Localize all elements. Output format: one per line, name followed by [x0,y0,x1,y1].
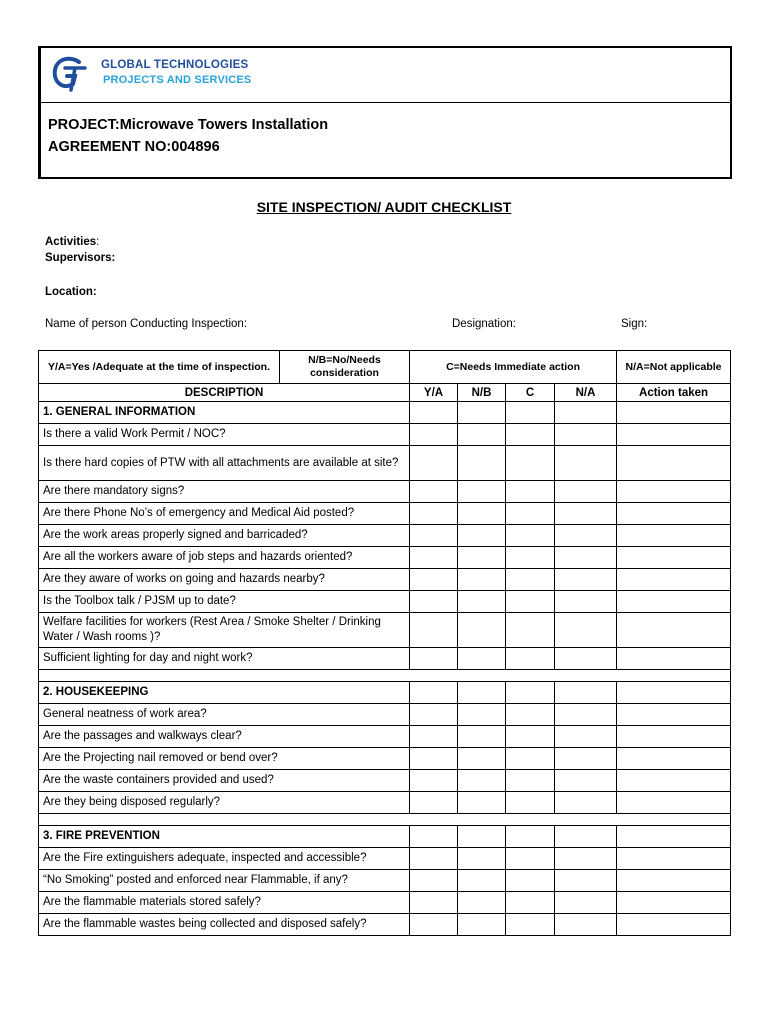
c-cell[interactable] [506,770,555,792]
checklist-item-text: Is there hard copies of PTW with all attachments are available at site? [39,446,410,481]
agreement-number: AGREEMENT NO:004896 [48,139,220,155]
na-cell[interactable] [555,547,617,569]
action-taken-cell[interactable] [617,870,731,892]
c-cell[interactable] [506,424,555,446]
col-c: C [506,384,555,402]
action-taken-cell[interactable] [617,569,731,591]
project-block [41,103,730,158]
action-taken-cell[interactable] [617,704,731,726]
nb-cell[interactable] [458,848,506,870]
na-cell[interactable] [555,648,617,670]
action-taken-cell[interactable] [617,826,731,848]
spacer-cell [39,670,731,682]
supervisors-label: Supervisors: [45,252,116,264]
c-cell[interactable] [506,748,555,770]
table-row [39,914,731,936]
c-cell[interactable] [506,446,555,481]
checklist-item-text: Are the passages and walkways clear? [39,726,410,748]
action-taken-cell[interactable] [617,547,731,569]
table-row [39,424,731,446]
c-cell[interactable] [506,648,555,670]
section-heading: 2. HOUSEKEEPING [39,682,410,704]
na-cell[interactable] [555,481,617,503]
nb-cell[interactable] [458,591,506,613]
na-cell[interactable] [555,503,617,525]
na-cell[interactable] [555,569,617,591]
na-cell[interactable] [555,525,617,547]
table-row [39,848,731,870]
spacer-row [39,670,731,682]
location-label: Location: [45,286,97,298]
checklist-table [38,350,731,936]
table-row [39,792,731,814]
na-cell[interactable] [555,726,617,748]
na-cell[interactable] [555,613,617,648]
ya-cell[interactable] [410,870,458,892]
spacer-cell [39,814,731,826]
c-cell[interactable] [506,481,555,503]
na-cell[interactable] [555,848,617,870]
action-taken-cell[interactable] [617,446,731,481]
na-cell[interactable] [555,770,617,792]
legend-nb: N/B=No/Needs consideration [280,351,410,384]
c-cell[interactable] [506,503,555,525]
action-taken-cell[interactable] [617,503,731,525]
checklist-item-text: Are the Projecting nail removed or bend over? [39,748,410,770]
action-taken-cell[interactable] [617,726,731,748]
ya-cell[interactable] [410,792,458,814]
table-row [39,569,731,591]
nb-cell[interactable] [458,547,506,569]
checklist-item-text: Are the flammable wastes being collected and disposed safely? [39,914,410,936]
ya-cell[interactable] [410,591,458,613]
nb-cell[interactable] [458,704,506,726]
nb-cell[interactable] [458,748,506,770]
ya-cell[interactable] [410,826,458,848]
ya-cell[interactable] [410,547,458,569]
c-cell[interactable] [506,848,555,870]
c-cell[interactable] [506,613,555,648]
action-taken-cell[interactable] [617,914,731,936]
table-row [39,591,731,613]
table-row [39,446,731,481]
c-cell[interactable] [506,547,555,569]
c-cell[interactable] [506,826,555,848]
c-cell[interactable] [506,726,555,748]
ya-cell[interactable] [410,648,458,670]
nb-cell[interactable] [458,402,506,424]
ya-cell[interactable] [410,748,458,770]
na-cell[interactable] [555,591,617,613]
nb-cell[interactable] [458,613,506,648]
table-row [39,613,731,648]
na-cell[interactable] [555,402,617,424]
company-subtitle: PROJECTS AND SERVICES [103,74,252,86]
section-row [39,682,731,704]
document-header [38,46,732,179]
nb-cell[interactable] [458,525,506,547]
na-cell[interactable] [555,682,617,704]
section-heading: 1. GENERAL INFORMATION [39,402,410,424]
na-cell[interactable] [555,892,617,914]
ya-cell[interactable] [410,402,458,424]
ya-cell[interactable] [410,848,458,870]
activities-label: Activities: [45,236,100,248]
logo-row [41,48,730,103]
checklist-item-text: Are the Fire extinguishers adequate, inspected and accessible? [39,848,410,870]
nb-cell[interactable] [458,914,506,936]
table-row [39,870,731,892]
legend-na: N/A=Not applicable [617,351,731,384]
table-row [39,547,731,569]
action-taken-cell[interactable] [617,402,731,424]
col-action: Action taken [617,384,731,402]
ya-cell[interactable] [410,525,458,547]
checklist-item-text: Are the waste containers provided and used? [39,770,410,792]
ya-cell[interactable] [410,682,458,704]
ya-cell[interactable] [410,424,458,446]
nb-cell[interactable] [458,424,506,446]
action-taken-cell[interactable] [617,748,731,770]
checklist-item-text: General neatness of work area? [39,704,410,726]
table-row [39,892,731,914]
action-taken-cell[interactable] [617,591,731,613]
c-cell[interactable] [506,870,555,892]
table-row [39,748,731,770]
na-cell[interactable] [555,792,617,814]
spacer-row [39,814,731,826]
table-row [39,726,731,748]
table-row [39,481,731,503]
project-name: PROJECT:Microwave Towers Installation [48,117,329,133]
col-nb: N/B [458,384,506,402]
company-name: GLOBAL TECHNOLOGIES [101,59,249,71]
ya-cell[interactable] [410,446,458,481]
action-taken-cell[interactable] [617,613,731,648]
na-cell[interactable] [555,446,617,481]
c-cell[interactable] [506,792,555,814]
col-description: DESCRIPTION [39,384,410,402]
action-taken-cell[interactable] [617,481,731,503]
checklist-item-text: “No Smoking” posted and enforced near Flammable, if any? [39,870,410,892]
sign-label: Sign: [621,318,648,330]
table-row [39,648,731,670]
nb-cell[interactable] [458,770,506,792]
legend-ya: Y/A=Yes /Adequate at the time of inspection. [39,351,280,384]
section-heading: 3. FIRE PREVENTION [39,826,410,848]
action-taken-cell[interactable] [617,424,731,446]
col-na: N/A [555,384,617,402]
ya-cell[interactable] [410,726,458,748]
c-cell[interactable] [506,914,555,936]
c-cell[interactable] [506,892,555,914]
ya-cell[interactable] [410,892,458,914]
ya-cell[interactable] [410,503,458,525]
c-cell[interactable] [506,525,555,547]
legend-c: C=Needs Immediate action [410,351,617,384]
na-cell[interactable] [555,748,617,770]
inspector-name-label: Name of person Conducting Inspection: [45,318,248,330]
na-cell[interactable] [555,870,617,892]
c-cell[interactable] [506,682,555,704]
ya-cell[interactable] [410,613,458,648]
nb-cell[interactable] [458,682,506,704]
checklist-item-text: Are the flammable materials stored safely? [39,892,410,914]
ya-cell[interactable] [410,914,458,936]
ya-cell[interactable] [410,569,458,591]
checklist-item-text: Is the Toolbox talk / PJSM up to date? [39,591,410,613]
na-cell[interactable] [555,826,617,848]
nb-cell[interactable] [458,648,506,670]
checklist-item-text: Are they being disposed regularly? [39,792,410,814]
ya-cell[interactable] [410,704,458,726]
checklist-item-text: Are they aware of works on going and hazards nearby? [39,569,410,591]
action-taken-cell[interactable] [617,682,731,704]
section-row [39,826,731,848]
company-logo-icon [49,54,89,94]
c-cell[interactable] [506,569,555,591]
action-taken-cell[interactable] [617,892,731,914]
na-cell[interactable] [555,424,617,446]
checklist-item-text: Are there mandatory signs? [39,481,410,503]
na-cell[interactable] [555,914,617,936]
table-row [39,503,731,525]
checklist-item-text: Are all the workers aware of job steps and hazards oriented? [39,547,410,569]
nb-cell[interactable] [458,726,506,748]
action-taken-cell[interactable] [617,525,731,547]
column-header-row [39,384,731,402]
checklist-item-text: Are the work areas properly signed and barricaded? [39,525,410,547]
nb-cell[interactable] [458,892,506,914]
nb-cell[interactable] [458,569,506,591]
ya-cell[interactable] [410,770,458,792]
checklist-item-text: Are there Phone No’s of emergency and Medical Aid posted? [39,503,410,525]
nb-cell[interactable] [458,481,506,503]
c-cell[interactable] [506,704,555,726]
na-cell[interactable] [555,704,617,726]
nb-cell[interactable] [458,792,506,814]
action-taken-cell[interactable] [617,792,731,814]
checklist-item-text: Is there a valid Work Permit / NOC? [39,424,410,446]
section-row [39,402,731,424]
nb-cell[interactable] [458,826,506,848]
action-taken-cell[interactable] [617,648,731,670]
designation-label: Designation: [452,318,516,330]
c-cell[interactable] [506,402,555,424]
nb-cell[interactable] [458,446,506,481]
table-row [39,704,731,726]
c-cell[interactable] [506,591,555,613]
page-title: SITE INSPECTION/ AUDIT CHECKLIST [256,199,512,215]
checklist-item-text: Welfare facilities for workers (Rest Area / Smoke Shelter / Drinking Water / Wash rooms )? [39,613,410,648]
action-taken-cell[interactable] [617,848,731,870]
table-row [39,770,731,792]
nb-cell[interactable] [458,870,506,892]
action-taken-cell[interactable] [617,770,731,792]
ya-cell[interactable] [410,481,458,503]
checklist-item-text: Sufficient lighting for day and night work? [39,648,410,670]
table-row [39,525,731,547]
col-ya: Y/A [410,384,458,402]
nb-cell[interactable] [458,503,506,525]
legend-row [39,351,731,384]
